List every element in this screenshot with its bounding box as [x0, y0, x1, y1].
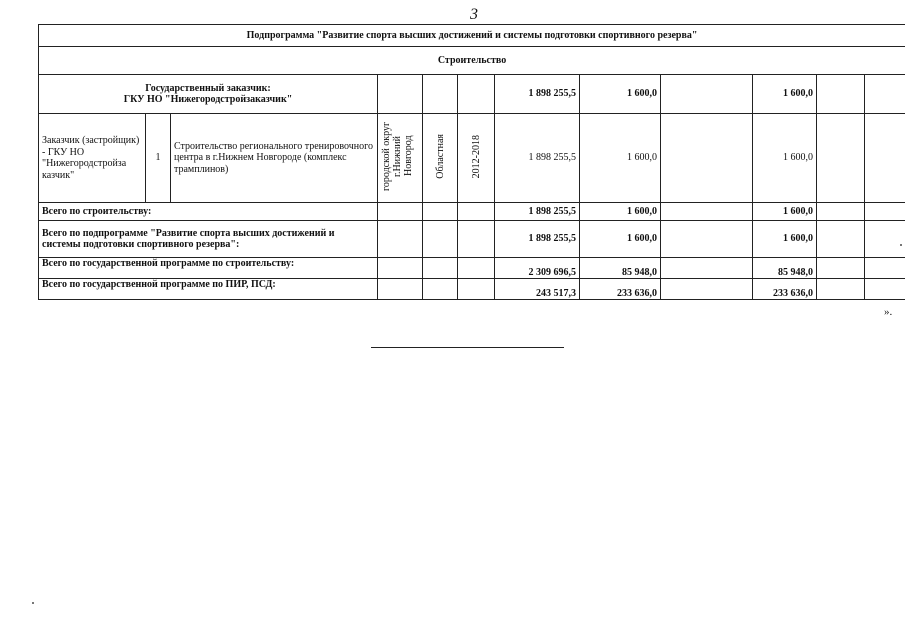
- empty-cell: [817, 279, 865, 300]
- scan-speck: [32, 602, 34, 604]
- empty-cell: [423, 203, 458, 221]
- total-row: [39, 258, 905, 279]
- total-value-a: 1 600,0: [580, 221, 661, 258]
- empty-cell: [817, 221, 865, 258]
- separator-line: [371, 347, 564, 348]
- empty-cell: [458, 75, 495, 114]
- total-value-a: 85 948,0: [580, 258, 661, 279]
- detail-location-cell: [378, 114, 423, 203]
- total-label: Всего по государственной программе по ПИР, ПСД:: [39, 279, 378, 300]
- empty-cell: [378, 258, 423, 279]
- total-value: 2 309 696,5: [495, 258, 580, 279]
- total-value-b: 233 636,0: [753, 279, 817, 300]
- total-value-a: 233 636,0: [580, 279, 661, 300]
- detail-client: Заказчик (застройщик) - ГКУ НО "Нижегородстройза казчик": [39, 114, 146, 203]
- total-value: 1 898 255,5: [495, 221, 580, 258]
- detail-value-a: 1 600,0: [580, 114, 661, 203]
- empty-cell: [661, 279, 753, 300]
- total-value-a: 1 600,0: [580, 203, 661, 221]
- total-label: Всего по строительству:: [39, 203, 378, 221]
- section-row: [39, 47, 905, 75]
- empty-cell: [661, 75, 753, 114]
- page-number: 3: [470, 6, 478, 23]
- customer-value-b: 1 600,0: [753, 75, 817, 114]
- detail-ownership-cell: [423, 114, 458, 203]
- total-label: Всего по подпрограмме "Развитие спорта высших достижений и системы подготовки спортивного резерва":: [39, 221, 378, 258]
- total-value-b: 85 948,0: [753, 258, 817, 279]
- empty-cell: [661, 221, 753, 258]
- detail-row: [39, 114, 905, 203]
- empty-cell: [817, 114, 865, 203]
- empty-cell: [817, 203, 865, 221]
- scan-speck: [900, 244, 902, 246]
- subprogram-title: Подпрограмма "Развитие спорта высших достижений и системы подготовки спортивного резерва": [39, 25, 905, 47]
- detail-value-b: 1 600,0: [753, 114, 817, 203]
- detail-object: Строительство регионального тренировочного центра в г.Нижнем Новгороде (комплекс трамплинов): [171, 114, 378, 203]
- customer-label-line1: Государственный заказчик:: [145, 82, 271, 94]
- empty-cell: [661, 114, 753, 203]
- empty-cell: [458, 203, 495, 221]
- empty-cell: [423, 258, 458, 279]
- empty-cell: [378, 75, 423, 114]
- program-table: [38, 24, 905, 300]
- empty-cell: [423, 75, 458, 114]
- customer-label: [39, 75, 378, 114]
- section-heading: Строительство: [39, 47, 905, 75]
- closing-quote: ».: [884, 306, 893, 318]
- total-row: [39, 221, 905, 258]
- total-row: [39, 279, 905, 300]
- total-row: [39, 203, 905, 221]
- customer-row: [39, 75, 905, 114]
- total-value-b: 1 600,0: [753, 221, 817, 258]
- empty-cell: [378, 279, 423, 300]
- empty-cell: [423, 279, 458, 300]
- empty-cell: [661, 203, 753, 221]
- detail-location: городской округ г.Нижний Новгород: [381, 121, 414, 191]
- total-value: 1 898 255,5: [495, 203, 580, 221]
- empty-cell: [865, 279, 905, 300]
- empty-cell: [378, 203, 423, 221]
- customer-label-line2: ГКУ НО "Нижегородстройзаказчик": [123, 94, 293, 105]
- empty-cell: [661, 258, 753, 279]
- empty-cell: [378, 221, 423, 258]
- empty-cell: [865, 114, 905, 203]
- customer-value-a: 1 600,0: [580, 75, 661, 114]
- empty-cell: [865, 258, 905, 279]
- empty-cell: [458, 258, 495, 279]
- total-value: 243 517,3: [495, 279, 580, 300]
- empty-cell: [817, 258, 865, 279]
- empty-cell: [865, 203, 905, 221]
- empty-cell: [423, 221, 458, 258]
- total-label: Всего по государственной программе по строительству:: [39, 258, 378, 279]
- empty-cell: [865, 221, 905, 258]
- empty-cell: [458, 221, 495, 258]
- detail-period: 2012-2018: [470, 134, 482, 178]
- detail-total: 1 898 255,5: [495, 114, 580, 203]
- empty-cell: [458, 279, 495, 300]
- empty-cell: [865, 75, 905, 114]
- total-value-b: 1 600,0: [753, 203, 817, 221]
- detail-number: 1: [146, 114, 171, 203]
- empty-cell: [817, 75, 865, 114]
- detail-period-cell: [458, 114, 495, 203]
- detail-ownership: Областная: [434, 133, 446, 179]
- customer-total: 1 898 255,5: [495, 75, 580, 114]
- table-title-row: [39, 25, 905, 47]
